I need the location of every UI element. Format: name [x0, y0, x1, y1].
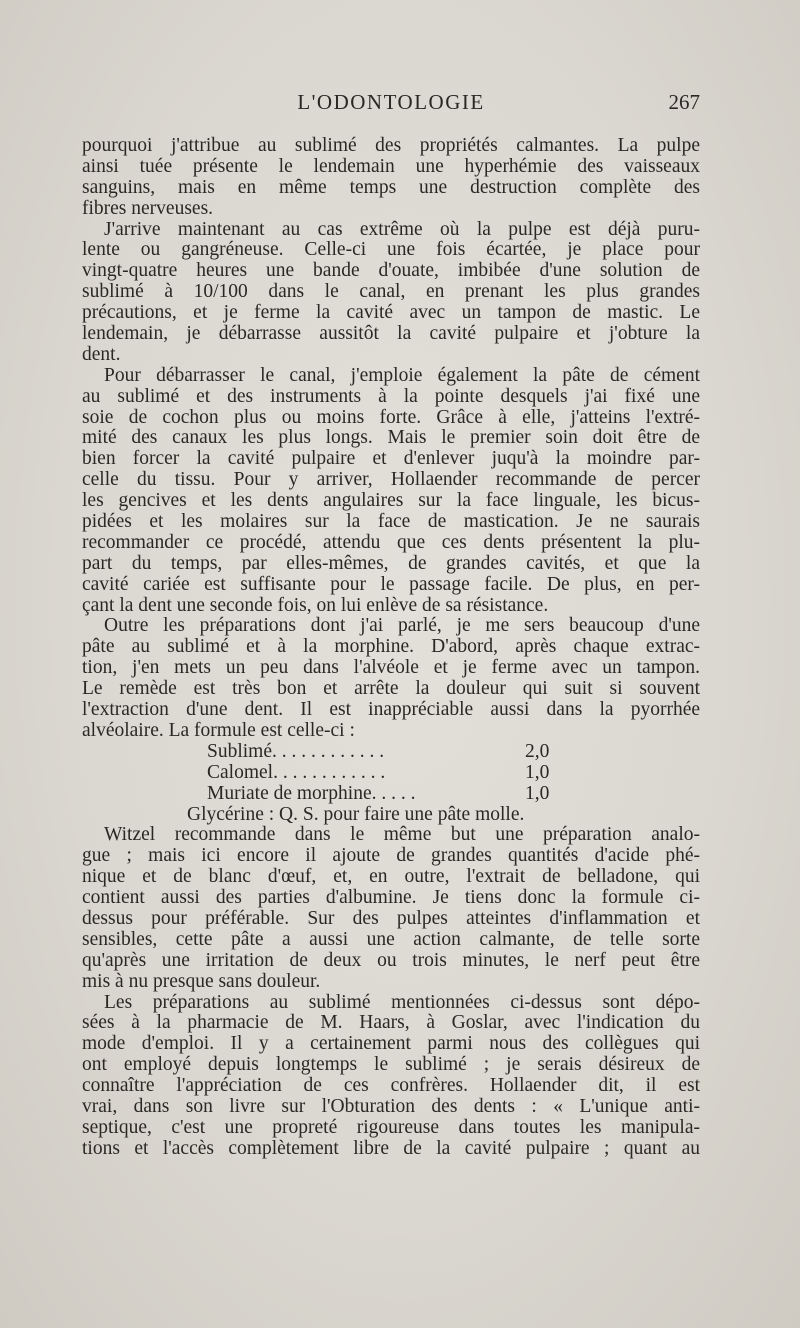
text-line: sublimé à 10/100 dans le canal, en prenant les plus grandes: [82, 281, 700, 303]
text-line: ainsi tuée présente le lendemain une hyperhémie des vaisseaux: [82, 155, 700, 177]
text-line: cavité cariée est suffisante pour le passage facile. De plus, en per-: [82, 573, 700, 595]
text-line: vrai, dans son livre sur l'Obturation des dents : « L'unique anti-: [82, 1095, 700, 1117]
formula-quantity: 1,0: [525, 782, 550, 804]
text-line: lente ou gangréneuse. Celle-ci une fois écartée, je place pour: [82, 239, 700, 261]
text-line: ont employé depuis longtemps le sublimé ; je serais désireux de: [82, 1054, 700, 1076]
text-line: Pour débarrasser le canal, j'emploie également la pâte de cément: [104, 364, 700, 386]
page-header: [82, 90, 700, 120]
text-line: Outre les préparations dont j'ai parlé, je me sers beaucoup d'une: [104, 615, 700, 637]
text-line: part du temps, par elles-mêmes, de grandes cavités, et que la: [82, 552, 700, 574]
text-line: vingt-quatre heures une bande d'ouate, imbibée d'une solution de: [82, 260, 700, 282]
text-line: les gencives et les dents angulaires sur la face linguale, les bicus-: [82, 490, 700, 512]
formula-ingredient: Muriate de morphine. . . . .: [207, 782, 416, 804]
formula-block: [82, 742, 700, 826]
text-line: précautions, et je ferme la cavité avec un tampon de mastic. Le: [82, 302, 700, 324]
formula-row: [82, 784, 700, 805]
text-line: nique et de blanc d'œuf, et, en outre, l'extrait de belladone, qui: [82, 866, 700, 888]
text-line: mode d'emploi. Il y a certainement parmi nous des collègues qui: [82, 1033, 700, 1055]
text-line: dessus pour préférable. Sur des pulpes atteintes d'inflammation et: [82, 907, 700, 929]
text-line: fibres nerveuses.: [82, 197, 214, 219]
formula-row: [82, 742, 700, 763]
text-line: Witzel recommande dans le même but une préparation analo-: [104, 824, 700, 846]
formula-note: Glycérine : Q. S. pour faire une pâte molle.: [187, 803, 525, 825]
text-line: J'arrive maintenant au cas extrême où la pulpe est déjà puru-: [104, 218, 700, 240]
text-line: septique, c'est une propreté rigoureuse dans toutes les manipula-: [82, 1116, 700, 1138]
text-line: pourquoi j'attribue au sublimé des propriétés calmantes. La pulpe: [82, 135, 700, 156]
text-line: alvéolaire. La formule est celle-ci :: [82, 719, 355, 741]
formula-quantity: 1,0: [525, 761, 550, 783]
text-line: contient aussi des parties d'albumine. Je tiens donc la formule ci-: [82, 887, 700, 909]
text-line: çant la dent une seconde fois, on lui enlève de sa résistance.: [82, 594, 549, 616]
text-line: Le remède est très bon et arrête la douleur qui suit si souvent: [82, 678, 700, 700]
text-line: sensibles, cette pâte a aussi une action calmante, de telle sorte: [82, 928, 700, 950]
formula-ingredient: Calomel. . . . . . . . . . . .: [207, 761, 386, 783]
text-line: l'extraction d'une dent. Il est inappréciable aussi dans la pyorrhée: [82, 699, 700, 721]
text-line: tion, j'en mets un peu dans l'alvéole et je ferme avec un tampon.: [82, 657, 700, 679]
body-text: [82, 136, 700, 1160]
page-number: 267: [668, 90, 700, 114]
text-line: bien forcer la cavité pulpaire et d'enlever juqu'à la moindre par-: [82, 448, 700, 470]
text-line: pâte au sublimé et à la morphine. D'abord, après chaque extrac-: [82, 636, 700, 658]
running-title: L'ODONTOLOGIE: [297, 90, 485, 114]
text-line: connaître l'appréciation de ces confrères. Hollaender dit, il est: [82, 1075, 700, 1097]
text-line: au sublimé et des instruments à la pointe desquels j'ai fixé une: [82, 385, 700, 407]
formula-note-row: [82, 805, 700, 826]
text-line: tions et l'accès complètement libre de la cavité pulpaire ; quant au: [82, 1137, 700, 1159]
formula-ingredient: Sublimé. . . . . . . . . . . .: [207, 740, 385, 762]
formula-quantity: 2,0: [525, 740, 550, 762]
text-line: celle du tissu. Pour y arriver, Hollaender recommande de percer: [82, 469, 700, 491]
text-block-1: [82, 136, 700, 742]
text-line: gue ; mais ici encore il ajoute de grandes quantités d'acide phé-: [82, 845, 700, 867]
text-line: lendemain, je débarrasse aussitôt la cavité pulpaire et j'obture la: [82, 323, 700, 345]
text-line: soie de cochon plus ou moins forte. Grâce à elle, j'atteins l'extré-: [82, 406, 700, 428]
text-line: mis à nu presque sans douleur.: [82, 970, 321, 992]
text-line: sanguins, mais en même temps une destruction complète des: [82, 176, 700, 198]
text-line: recommander ce procédé, attendu que ces dents présentent la plu-: [82, 531, 700, 553]
text-block-2: [82, 825, 700, 1159]
text-line: pidées et les molaires sur la face de mastication. Je ne saurais: [82, 511, 700, 533]
text-line: qu'après une irritation de deux ou trois minutes, le nerf peut être: [82, 949, 700, 971]
text-line: dent.: [82, 343, 121, 365]
text-line: Les préparations au sublimé mentionnées ci-dessus sont dépo-: [104, 991, 700, 1013]
text-line: sées à la pharmacie de M. Haars, à Goslar, avec l'indication du: [82, 1012, 700, 1034]
formula-row: [82, 763, 700, 784]
text-line: mité des canaux les plus longs. Mais le premier soin doit être de: [82, 427, 700, 449]
